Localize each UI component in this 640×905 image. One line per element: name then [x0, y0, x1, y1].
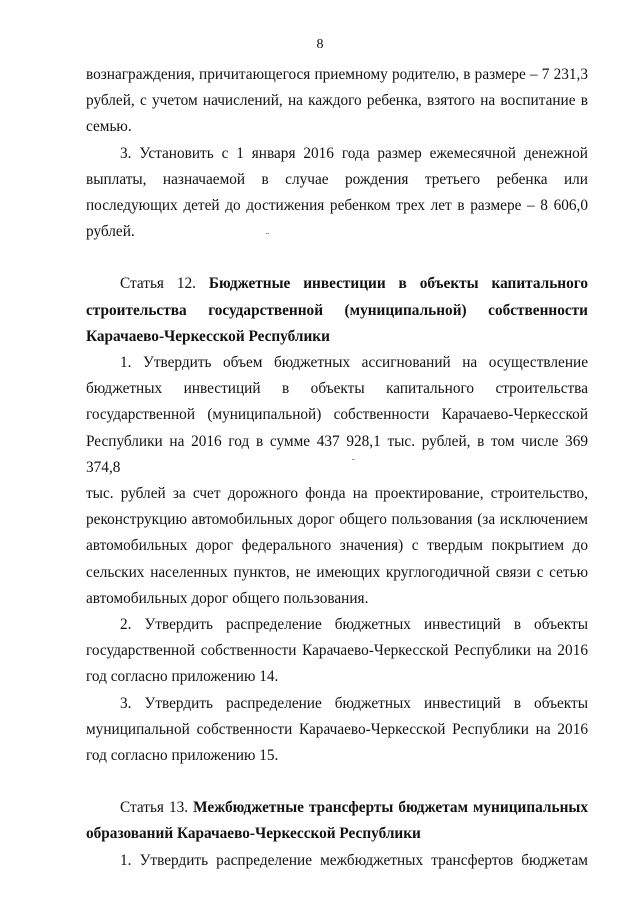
page-number: 8	[316, 37, 324, 52]
text-line: выплаты, назначаемой в случае рождения третьего ребенка или	[86, 170, 588, 188]
article-13-heading	[86, 795, 588, 821]
scan-speck	[352, 459, 355, 460]
text-line: семью.	[86, 118, 132, 136]
text-line: 3. Утвердить распределение бюджетных инвестиций в объекты	[120, 694, 588, 712]
text-line: рублей, с учетом начислений, на каждого ребенка, взятого на воспитание в	[86, 92, 588, 110]
text-line: государственной (муниципальной) собственности Карачаево-Черкесской	[86, 406, 588, 424]
text-line: год согласно приложению 14.	[86, 668, 279, 686]
document-body	[86, 62, 588, 874]
text-line: 1. Утвердить объем бюджетных ассигнований на осуществление	[120, 354, 588, 372]
text-line: 1. Утвердить распределение межбюджетных трансфертов бюджетам	[120, 851, 588, 869]
article-label: Статья 12.	[120, 275, 196, 293]
text-line: 2. Утвердить распределение бюджетных инвестиций в объекты	[120, 616, 588, 634]
text-line: последующих детей до достижения ребенком трех лет в размере – 8 606,0	[86, 197, 588, 215]
article-title-line: Карачаево-Черкесской Республики	[86, 327, 330, 345]
text-line: Республики на 2016 год в сумме 437 928,1 тыс. рублей, в том числе 369 374,8	[86, 432, 588, 476]
article-title-line: образований Карачаево-Черкесской Республики	[86, 825, 421, 843]
text-line: тыс. рублей за счет дорожного фонда на проектирование, строительство,	[86, 485, 588, 503]
text-line: сельских населенных пунктов, не имеющих круглогодичной связи с сетью	[86, 563, 588, 581]
text-line: вознаграждения, причитающегося приемному родителю, в размере – 7 231,3	[86, 66, 588, 83]
text-line: рублей.	[86, 223, 135, 241]
article-title: Бюджетные инвестиции в объекты капитального	[208, 275, 588, 293]
text-line: реконструкцию автомобильных дорог общего пользования (за исключением	[86, 511, 588, 529]
text-line: год согласно приложению 15.	[86, 747, 279, 765]
text-line: 3. Установить с 1 января 2016 года размер ежемесячной денежной	[120, 144, 588, 162]
article-title: Межбюджетные трансферты бюджетам муниципальных	[193, 799, 588, 817]
article-label: Статья 13.	[120, 799, 189, 817]
text-line: бюджетных инвестиций в объекты капитального строительства	[86, 380, 588, 398]
text-line: государственной собственности Карачаево-Черкесской Республики на 2016	[86, 642, 588, 660]
article-12-heading	[86, 271, 588, 297]
text-line: автомобильных дорог федерального значения) с твердым покрытием до	[86, 537, 588, 555]
text-line: автомобильных дорог общего пользования.	[86, 589, 369, 607]
text-line: муниципальной собственности Карачаево-Черкесской Республики на 2016	[86, 720, 588, 738]
scan-speck	[266, 233, 269, 234]
article-title-line: строительства государственной (муниципальной) собственности	[86, 301, 588, 319]
